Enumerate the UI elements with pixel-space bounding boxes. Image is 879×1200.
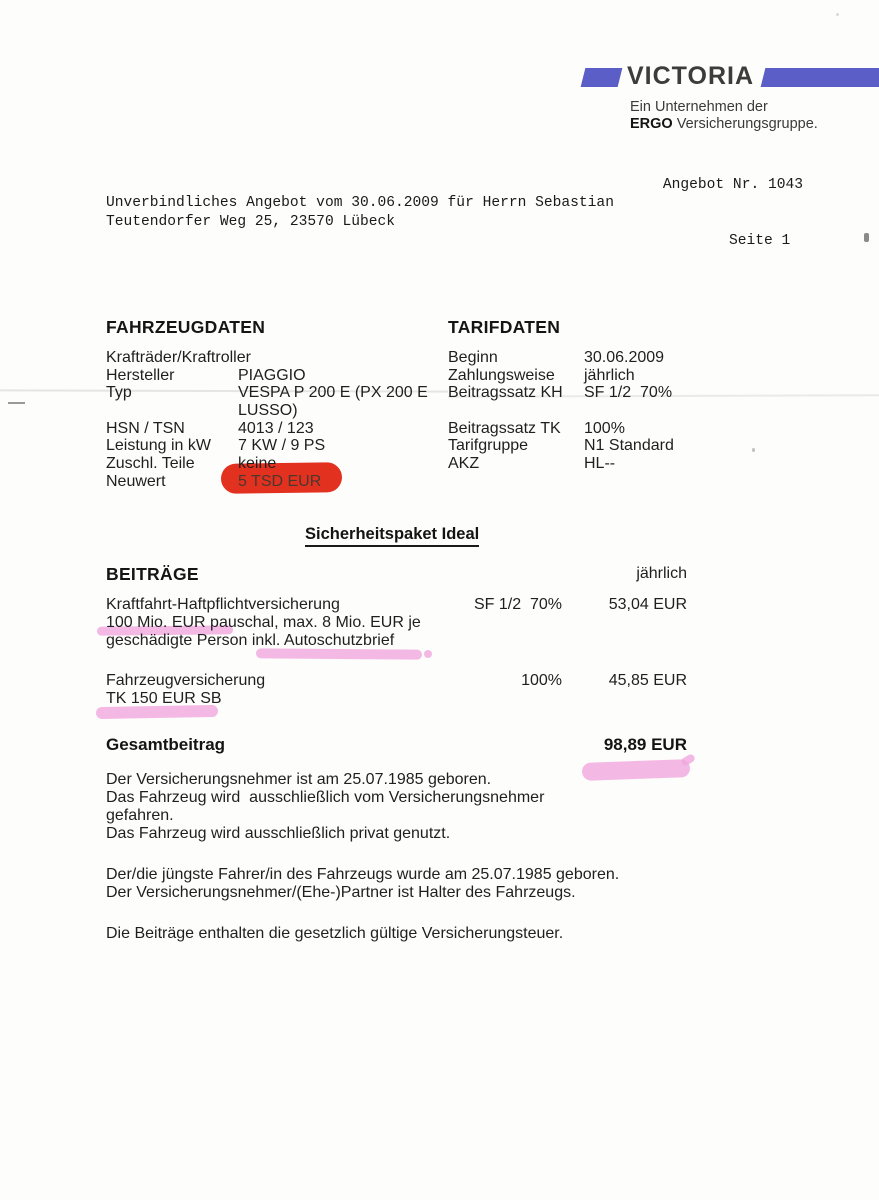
note-line: Die Beiträge enthalten die gesetzlich gültige Versicherungsteuer. bbox=[106, 925, 564, 942]
period-label: jährlich bbox=[636, 565, 687, 582]
vehicle-section-title: FAHRZEUGDATEN bbox=[106, 317, 266, 337]
ergo-brand-rest: Versicherungsgruppe. bbox=[672, 116, 818, 132]
logo-bar-right bbox=[761, 68, 879, 87]
note-line: Der/die jüngste Fahrer/in des Fahrzeugs wurde am 25.07.1985 geboren. bbox=[106, 866, 620, 883]
logo-tagline-line1: Ein Unternehmen der bbox=[630, 99, 768, 115]
offer-intro-line2: Teutendorfer Weg 25, 23570 Lübeck bbox=[106, 214, 396, 230]
item-detail: TK 150 EUR SB bbox=[106, 690, 222, 707]
note-line: Der Versicherungsnehmer ist am 25.07.1985 geboren. bbox=[106, 771, 492, 788]
note-line: Der Versicherungsnehmer/(Ehe-)Partner ist Halter des Fahrzeugs. bbox=[106, 884, 576, 901]
table-row: LUSSO) bbox=[238, 402, 298, 420]
pink-marker-highlight bbox=[582, 759, 691, 781]
item-amount: 53,04 EUR bbox=[608, 596, 687, 613]
ergo-brand: ERGO bbox=[630, 116, 673, 132]
table-row: HSN / TSN 4013 / 123 bbox=[106, 419, 314, 437]
table-row: Hersteller PIAGGIO bbox=[106, 366, 306, 384]
total-amount: 98,89 EUR bbox=[603, 735, 687, 754]
table-row: Typ VESPA P 200 E (PX 200 E bbox=[106, 384, 428, 402]
note-line: gefahren. bbox=[106, 807, 174, 824]
item-detail: geschädigte Person inkl. Autoschutzbrief bbox=[106, 632, 395, 649]
item-name: Fahrzeugversicherung bbox=[106, 672, 266, 689]
scan-speck bbox=[752, 448, 755, 452]
page-number: Seite 1 bbox=[729, 233, 791, 249]
table-row: AKZ HL-- bbox=[448, 455, 616, 473]
item-amount: 45,85 EUR bbox=[608, 672, 687, 689]
table-row: Zahlungsweise jährlich bbox=[448, 366, 635, 384]
pink-marker-dot bbox=[424, 650, 432, 658]
item-detail: 100 Mio. EUR pauschal, max. 8 Mio. EUR je bbox=[106, 614, 421, 631]
total-label: Gesamtbeitrag bbox=[106, 735, 226, 754]
table-row: Krafträder/Kraftroller bbox=[106, 349, 251, 366]
note-line: Das Fahrzeug wird ausschließlich vom Versicherungsnehmer bbox=[106, 789, 545, 806]
scan-speck bbox=[864, 233, 869, 242]
scan-dash-mark bbox=[8, 402, 25, 404]
table-row-neuwert: Neuwert 5 TSD EUR bbox=[106, 472, 322, 490]
item-rate: 100% bbox=[521, 672, 562, 689]
offer-number: Angebot Nr. 1043 bbox=[662, 177, 803, 193]
table-row: Tarifgruppe N1 Standard bbox=[448, 437, 674, 455]
contributions-title: BEITRÄGE bbox=[106, 564, 199, 584]
table-row: Beitragssatz KH SF 1/2 70% bbox=[448, 384, 673, 402]
offer-intro-line1: Unverbindliches Angebot vom 30.06.2009 für Herrn Sebastian bbox=[106, 195, 614, 211]
table-row: Beitragssatz TK 100% bbox=[448, 419, 625, 437]
note-line: Das Fahrzeug wird ausschließlich privat genutzt. bbox=[106, 825, 451, 842]
item-rate: SF 1/2 70% bbox=[473, 596, 562, 613]
vehicle-data-table bbox=[106, 349, 446, 491]
scan-speck bbox=[836, 13, 839, 16]
tariff-data-table bbox=[448, 349, 748, 473]
highlighted-value: 5 TSD EUR bbox=[238, 472, 322, 490]
package-title: Sicherheitspaket Ideal bbox=[305, 525, 479, 547]
victoria-logo: VICTORIA bbox=[627, 62, 754, 90]
logo-tagline-line2 bbox=[630, 116, 818, 133]
row-gap bbox=[448, 402, 748, 420]
table-row: Leistung in kW 7 KW / 9 PS bbox=[106, 437, 326, 455]
logo-bar-left bbox=[581, 68, 623, 87]
table-row: Zuschl. Teile keine bbox=[106, 455, 277, 473]
item-name: Kraftfahrt-Haftpflichtversicherung bbox=[106, 596, 340, 613]
table-row: Beginn 30.06.2009 bbox=[448, 349, 665, 366]
tariff-section-title: TARIFDATEN bbox=[448, 317, 561, 337]
